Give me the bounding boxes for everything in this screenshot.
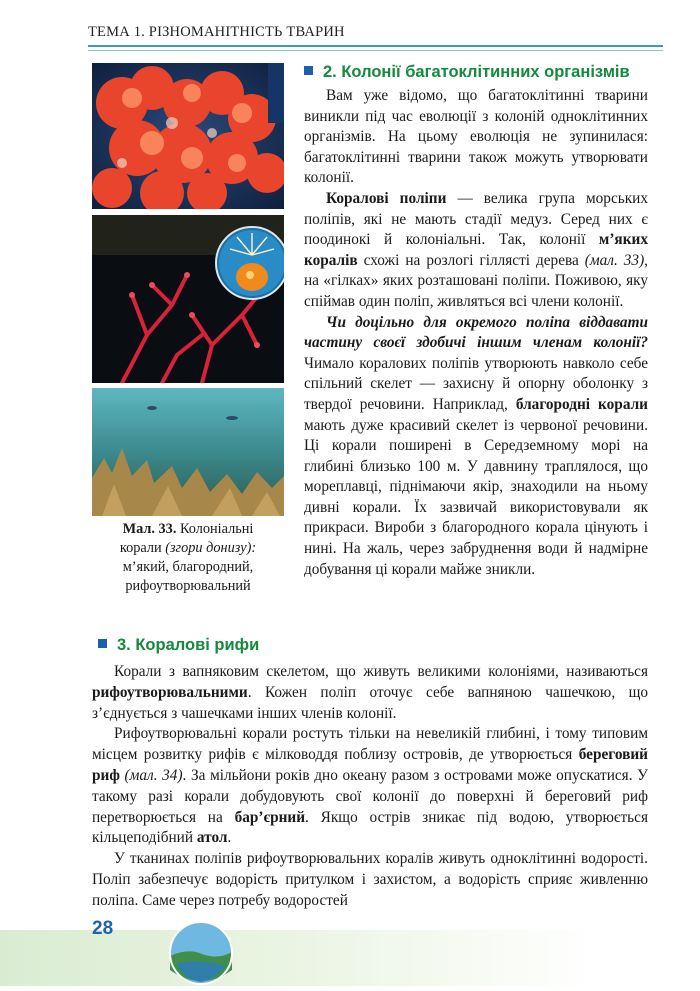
paragraph: Корали з вапняковим скелетом, що живуть великими колоніями, називаються рифоутворювальними. Кожен поліп оточує себе вапняною чашечкою, що з’єднується з чашечками інших членів колонії. [92,663,648,722]
caption-line2b: (згори донизу): [165,540,257,556]
caption-line2a: корали [119,540,166,556]
page-number: 28 [92,918,114,939]
bullet-square-icon [98,639,107,648]
caption-line3: м’який, благородний, [122,559,254,575]
section-3-heading: 3. Коралові рифи [98,636,259,655]
caption-line4: рифоутворювальний [125,578,251,594]
paragraph: Коралові поліпи — велика група морських поліпів, які не мають стадії медуз. Серед них є поодинокі й колоніальні. Так, колонії м’яких коралів схожі на розлогі гіллясті дерева (мал. 33), на «гілках» яких розташовані поліпи. Поживою, яку спіймав один поліп, живляться всі члени колонії. [304,189,648,310]
topic-title: ТЕМА 1. РІЗНОМАНІТНІСТЬ ТВАРИН [88,24,345,40]
island-globe-icon [168,920,234,991]
noble-coral-photo [92,215,284,383]
paragraph: Чи доцільно для окремого поліпа віддавати частину своєї здобичі іншим членам колонії? Чимало коралових поліпів утворюють навколо себе спільний скелет — захисну й опорну оболонку з твердої речовини. Наприклад, благородні корали мають дуже красивий скелет із червоної речовини. Ці корали поширені в Середземному морі на глибині близько 100 м. У давнину траплялося, що мореплавці, піднімаючи якір, знаходили на ньому дивні корали. Їх зазвичай використовували як прикраси. Вироби з благородного корала цінують і нині. На жаль, через забруднення води й надмірне добування ці корали майже зникли. [304,313,648,578]
section-2-heading: 2. Колонії багатоклітинних організмів [304,63,630,82]
paragraph: У тканинах поліпів рифоутворювальних коралів живуть одноклітинні водорості. Поліп забезпечує водорість притулком і захистом, а водорість сприяє живленню поліпа. Саме через потребу водоростей [92,850,648,909]
figure-caption [92,520,284,596]
soft-coral-photo [92,63,284,209]
paragraph: Рифоутворювальні корали ростуть тільки на невеликій глибині, і тому типовим місцем розвитку рифів є мілководдя поблизу островів, де утворюється береговий риф (мал. 34). За мільйони років дно океану разом з островами може опускатися. У такому разі корали добудовують свої колонії до поверхні й береговий риф перетворюється на бар’єрний. Якщо острів зникає під водою, утворюється кільцеподібний атол. [92,725,648,847]
paragraph: Вам уже відомо, що багатоклітинні тварини виникли під час еволюції з колоній одноклітинних організмів. На цьому еволюція не зупинилася: багатоклітинні тварини також можуть утворювати колонії. [304,87,648,187]
bullet-square-icon [304,66,313,75]
caption-label: Мал. 33. [122,521,177,537]
section-3-body [92,662,648,912]
reef-building-coral-photo [92,388,284,516]
page-header [88,24,663,47]
section-2-body [304,86,648,580]
caption-line1: Колоніальні [176,521,254,537]
